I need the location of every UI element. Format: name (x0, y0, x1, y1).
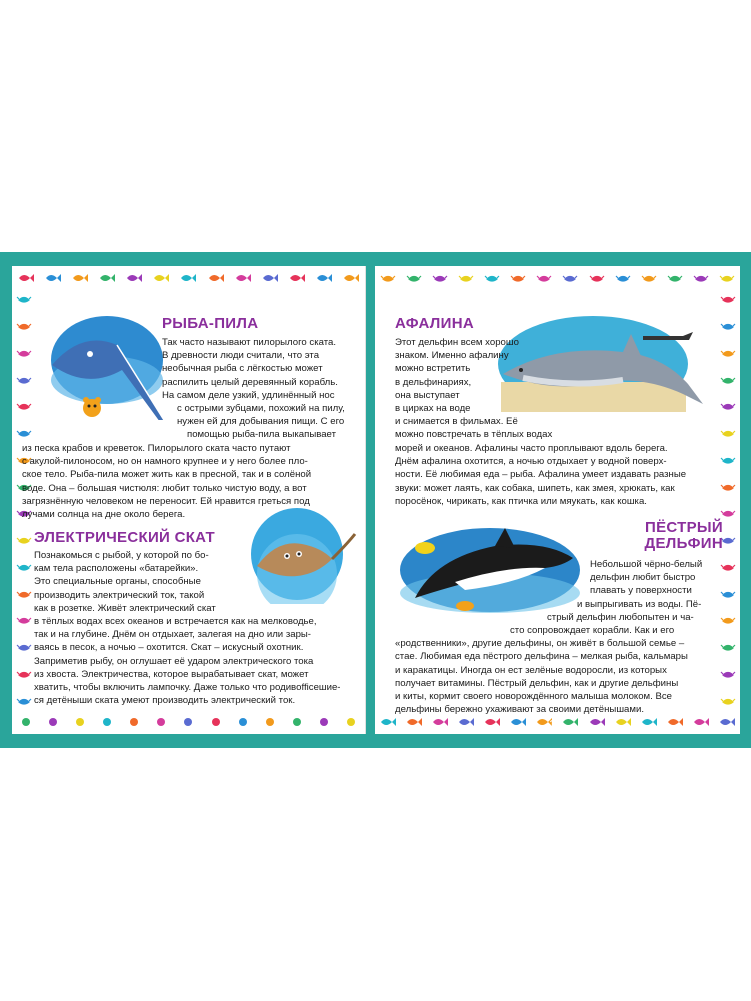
fish-icon (693, 716, 709, 728)
text-line: и снимается в фильмах. Её (395, 416, 518, 428)
dot-icon (289, 716, 305, 728)
crab-icon (720, 320, 736, 332)
ray-title: ЭЛЕКТРИЧЕСКИЙ СКАТ (34, 529, 216, 546)
crab-icon (720, 293, 736, 305)
fish-icon (615, 716, 631, 728)
fish-icon (719, 716, 735, 728)
text-line: стае. Любимая еда пёстрого дельфина – мелкая рыба, кальмары (395, 651, 688, 663)
crab-icon (720, 427, 736, 439)
text-line: стрый дельфин любопытен и ча- (547, 612, 694, 624)
dot-icon (316, 716, 332, 728)
crab-icon (16, 347, 32, 359)
spotted-dolphin-title (583, 520, 723, 552)
text-line: лучами солнца на дне около берега. (22, 509, 186, 521)
sawfish-text-top (162, 336, 338, 402)
text-line: она выступает (395, 389, 460, 401)
text-line: дельфин любит быстро (590, 572, 696, 584)
text-line: ности. Её любимая еда – рыба. Афалина умеет издавать разные (395, 469, 687, 481)
spotted-title-line2: ДЕЛЬФИН (644, 535, 723, 552)
text-line: в тёплых водах всех океанов и встречается как на мелководье, (34, 616, 317, 627)
book-spread (0, 252, 751, 748)
text-line: Это специальные органы, способные (34, 576, 201, 588)
text-line: На самом деле узкий, удлинённый нос (162, 389, 335, 401)
text-line: получает витамины. Пёстрый дельфин, как и другие дельфины (395, 677, 679, 689)
text-line: можно встретить (395, 363, 471, 375)
page-number-left: 16 (201, 719, 213, 730)
text-line: поросёнок, чирикать, как птичка или мяукать, как кошка. (395, 495, 647, 507)
crab-icon (667, 272, 683, 284)
fish-icon (18, 272, 34, 284)
text-line: Днём афалина охотится, а ночью отдыхает у водной поверх- (395, 456, 667, 468)
text-line: как в розетке. Живёт электрический скат (34, 602, 216, 614)
text-line: с острыми зубцами, похожий на пилу, (177, 403, 345, 414)
fish-icon (510, 716, 526, 728)
fish-icon (99, 272, 115, 284)
ray-text-top (34, 549, 216, 615)
crab-icon (16, 400, 32, 412)
fish-icon (45, 272, 61, 284)
text-line: и киты, кормит своего новорождённого малыша молоком. Все (395, 691, 673, 703)
text-line: дельфины бережно ухаживают за своими детёнышами. (395, 704, 644, 716)
fish-icon (153, 272, 169, 284)
afalina-text-bottom (395, 442, 686, 508)
crab-icon (719, 272, 735, 284)
spotted-text-top (590, 558, 702, 598)
text-line: Небольшой чёрно-белый (590, 559, 703, 570)
fish-icon (667, 716, 683, 728)
text-line: «родственники», другие дельфины, он живёт в большой семье – (395, 638, 685, 650)
text-line: воде. Она – большая чистюля: любит только чистую воду, а вот (22, 482, 307, 494)
crab-icon (589, 272, 605, 284)
fish-icon (180, 272, 196, 284)
crab-icon (562, 272, 578, 284)
afalina-text-top (395, 336, 552, 442)
dot-icon (45, 716, 61, 728)
text-line: в цирках на воде (395, 403, 471, 415)
text-line: ся детёныши ската умеют производить электрический ток. (34, 695, 296, 707)
fish-icon (458, 716, 474, 728)
text-line: ское тело. Рыба-пила может жить как в пресной, так и в солёной (22, 469, 312, 481)
fish-icon (432, 716, 448, 728)
spotted-text-bottom (395, 624, 688, 716)
fish-icon (126, 272, 142, 284)
fish-icon (289, 272, 305, 284)
crab-icon (510, 272, 526, 284)
crab-icon (720, 347, 736, 359)
crab-icon (693, 272, 709, 284)
crab-icon (16, 614, 32, 626)
dot-icon (343, 716, 359, 728)
spotted-title-line1: ПЁСТРЫЙ (644, 519, 723, 536)
dot-icon (153, 716, 169, 728)
text-line: В древности люди считали, что эта (162, 350, 320, 362)
crab-icon (16, 320, 32, 332)
crab-icon (458, 272, 474, 284)
text-line: звуки: может лаять, как собака, шипеть, как змея, хрюкать, как (395, 482, 675, 494)
crab-icon (720, 507, 736, 519)
text-line: с акулой-пилоносом, но он намного крупнее и у него более пло- (22, 456, 308, 468)
fish-icon (72, 272, 88, 284)
crab-icon (720, 668, 736, 680)
dot-icon (262, 716, 278, 728)
dot-icon (126, 716, 142, 728)
text-line: производить электрический ток, такой (34, 589, 205, 601)
fish-icon (406, 716, 422, 728)
crab-icon (16, 293, 32, 305)
text-line: распилить целый деревянный корабль. (162, 376, 338, 388)
crab-icon (432, 272, 448, 284)
border-top-right (375, 268, 740, 288)
border-top-left (12, 268, 365, 288)
crab-icon (720, 374, 736, 386)
fish-icon (316, 272, 332, 284)
crab-icon (16, 695, 32, 707)
border-side-right (718, 286, 738, 714)
crab-icon (720, 641, 736, 653)
text-line: и выпрыгивать из воды. Пё- (577, 599, 702, 610)
crab-icon (615, 272, 631, 284)
text-line: плавать у поверхности (590, 585, 692, 597)
crab-icon (720, 695, 736, 707)
crab-icon (720, 481, 736, 493)
ray-illustration (247, 504, 357, 604)
crab-icon (380, 272, 396, 284)
crab-icon (16, 588, 32, 600)
text-line: и каракатицы. Иногда он ест зелёные водоросли, из которых (395, 664, 667, 676)
crab-icon (16, 374, 32, 386)
fish-icon (641, 716, 657, 728)
crab-icon (720, 400, 736, 412)
crab-icon (16, 668, 32, 680)
dot-icon (235, 716, 251, 728)
text-line: сто сопровождает корабли. Как и его (510, 625, 675, 636)
fish-icon (484, 716, 500, 728)
crab-icon (16, 561, 32, 573)
crab-icon (720, 588, 736, 600)
text-line: знаком. Именно афалину (395, 350, 509, 362)
fish-icon (208, 272, 224, 284)
text-line: из песка крабов и креветок. Пилорылого ската часто путают (22, 443, 291, 454)
afalina-title: АФАЛИНА (395, 315, 474, 332)
crab-icon (16, 427, 32, 439)
text-line: Заприметив рыбу, он оглушает её ударом электрического тока (34, 655, 314, 667)
text-line: нужен ей для добывания пищи. С его (177, 416, 345, 428)
text-line: Этот дельфин всем хорошо (395, 337, 519, 348)
text-line: Познакомься с рыбой, у которой по бо- (34, 550, 209, 561)
ray-text-bottom (34, 615, 341, 707)
fish-icon (589, 716, 605, 728)
fish-icon (343, 272, 359, 284)
fish-icon (380, 716, 396, 728)
crab-icon (720, 614, 736, 626)
text-line: загрязнённую человеком не переносит. Ей нравится греться под (22, 495, 310, 507)
crab-icon (16, 641, 32, 653)
text-line: из хвоста. Электричества, которое вырабатывает скат, может (34, 668, 309, 680)
crab-icon (536, 272, 552, 284)
text-line: ваясь в песок, а ночью – охотится. Скат – искусный охотник. (34, 642, 304, 654)
text-line: кам тела расположены «батарейки». (34, 563, 199, 575)
dot-icon (72, 716, 88, 728)
text-line: можно повстречать в тёплых водах (395, 429, 553, 441)
dot-icon (99, 716, 115, 728)
crab-icon (16, 534, 32, 546)
text-line: Так часто называют пилорылого ската. (162, 337, 337, 348)
border-bottom-left (12, 712, 365, 732)
dot-icon (18, 716, 34, 728)
text-line: помощью рыба-пила выкапывает (187, 429, 336, 441)
text-line: морей и океанов. Афалины часто проплывают вдоль берега. (395, 443, 668, 454)
text-line: так и на глубине. Днём он отдыхает, залегая на дно или зары- (34, 629, 311, 641)
sawfish-title: РЫБА-ПИЛА (162, 315, 259, 332)
crab-icon (720, 561, 736, 573)
sawfish-text-mid (177, 402, 345, 442)
crab-icon (484, 272, 500, 284)
page-number-right: 17 (549, 719, 561, 730)
text-line: необычная рыба с лёгкостью может (162, 363, 323, 375)
page-left (12, 266, 366, 734)
spotted-text-mid (545, 598, 701, 624)
fish-icon (235, 272, 251, 284)
crab-icon (406, 272, 422, 284)
dot-icon (180, 716, 196, 728)
crab-icon (720, 454, 736, 466)
text-line: в дельфинариях, (395, 376, 472, 388)
fish-icon (262, 272, 278, 284)
text-line: хватить, чтобы включить лампочку. Даже только что родивofficeшие- (34, 682, 341, 694)
crab-icon (641, 272, 657, 284)
sawfish-illustration (42, 310, 172, 420)
page-right (375, 266, 740, 734)
